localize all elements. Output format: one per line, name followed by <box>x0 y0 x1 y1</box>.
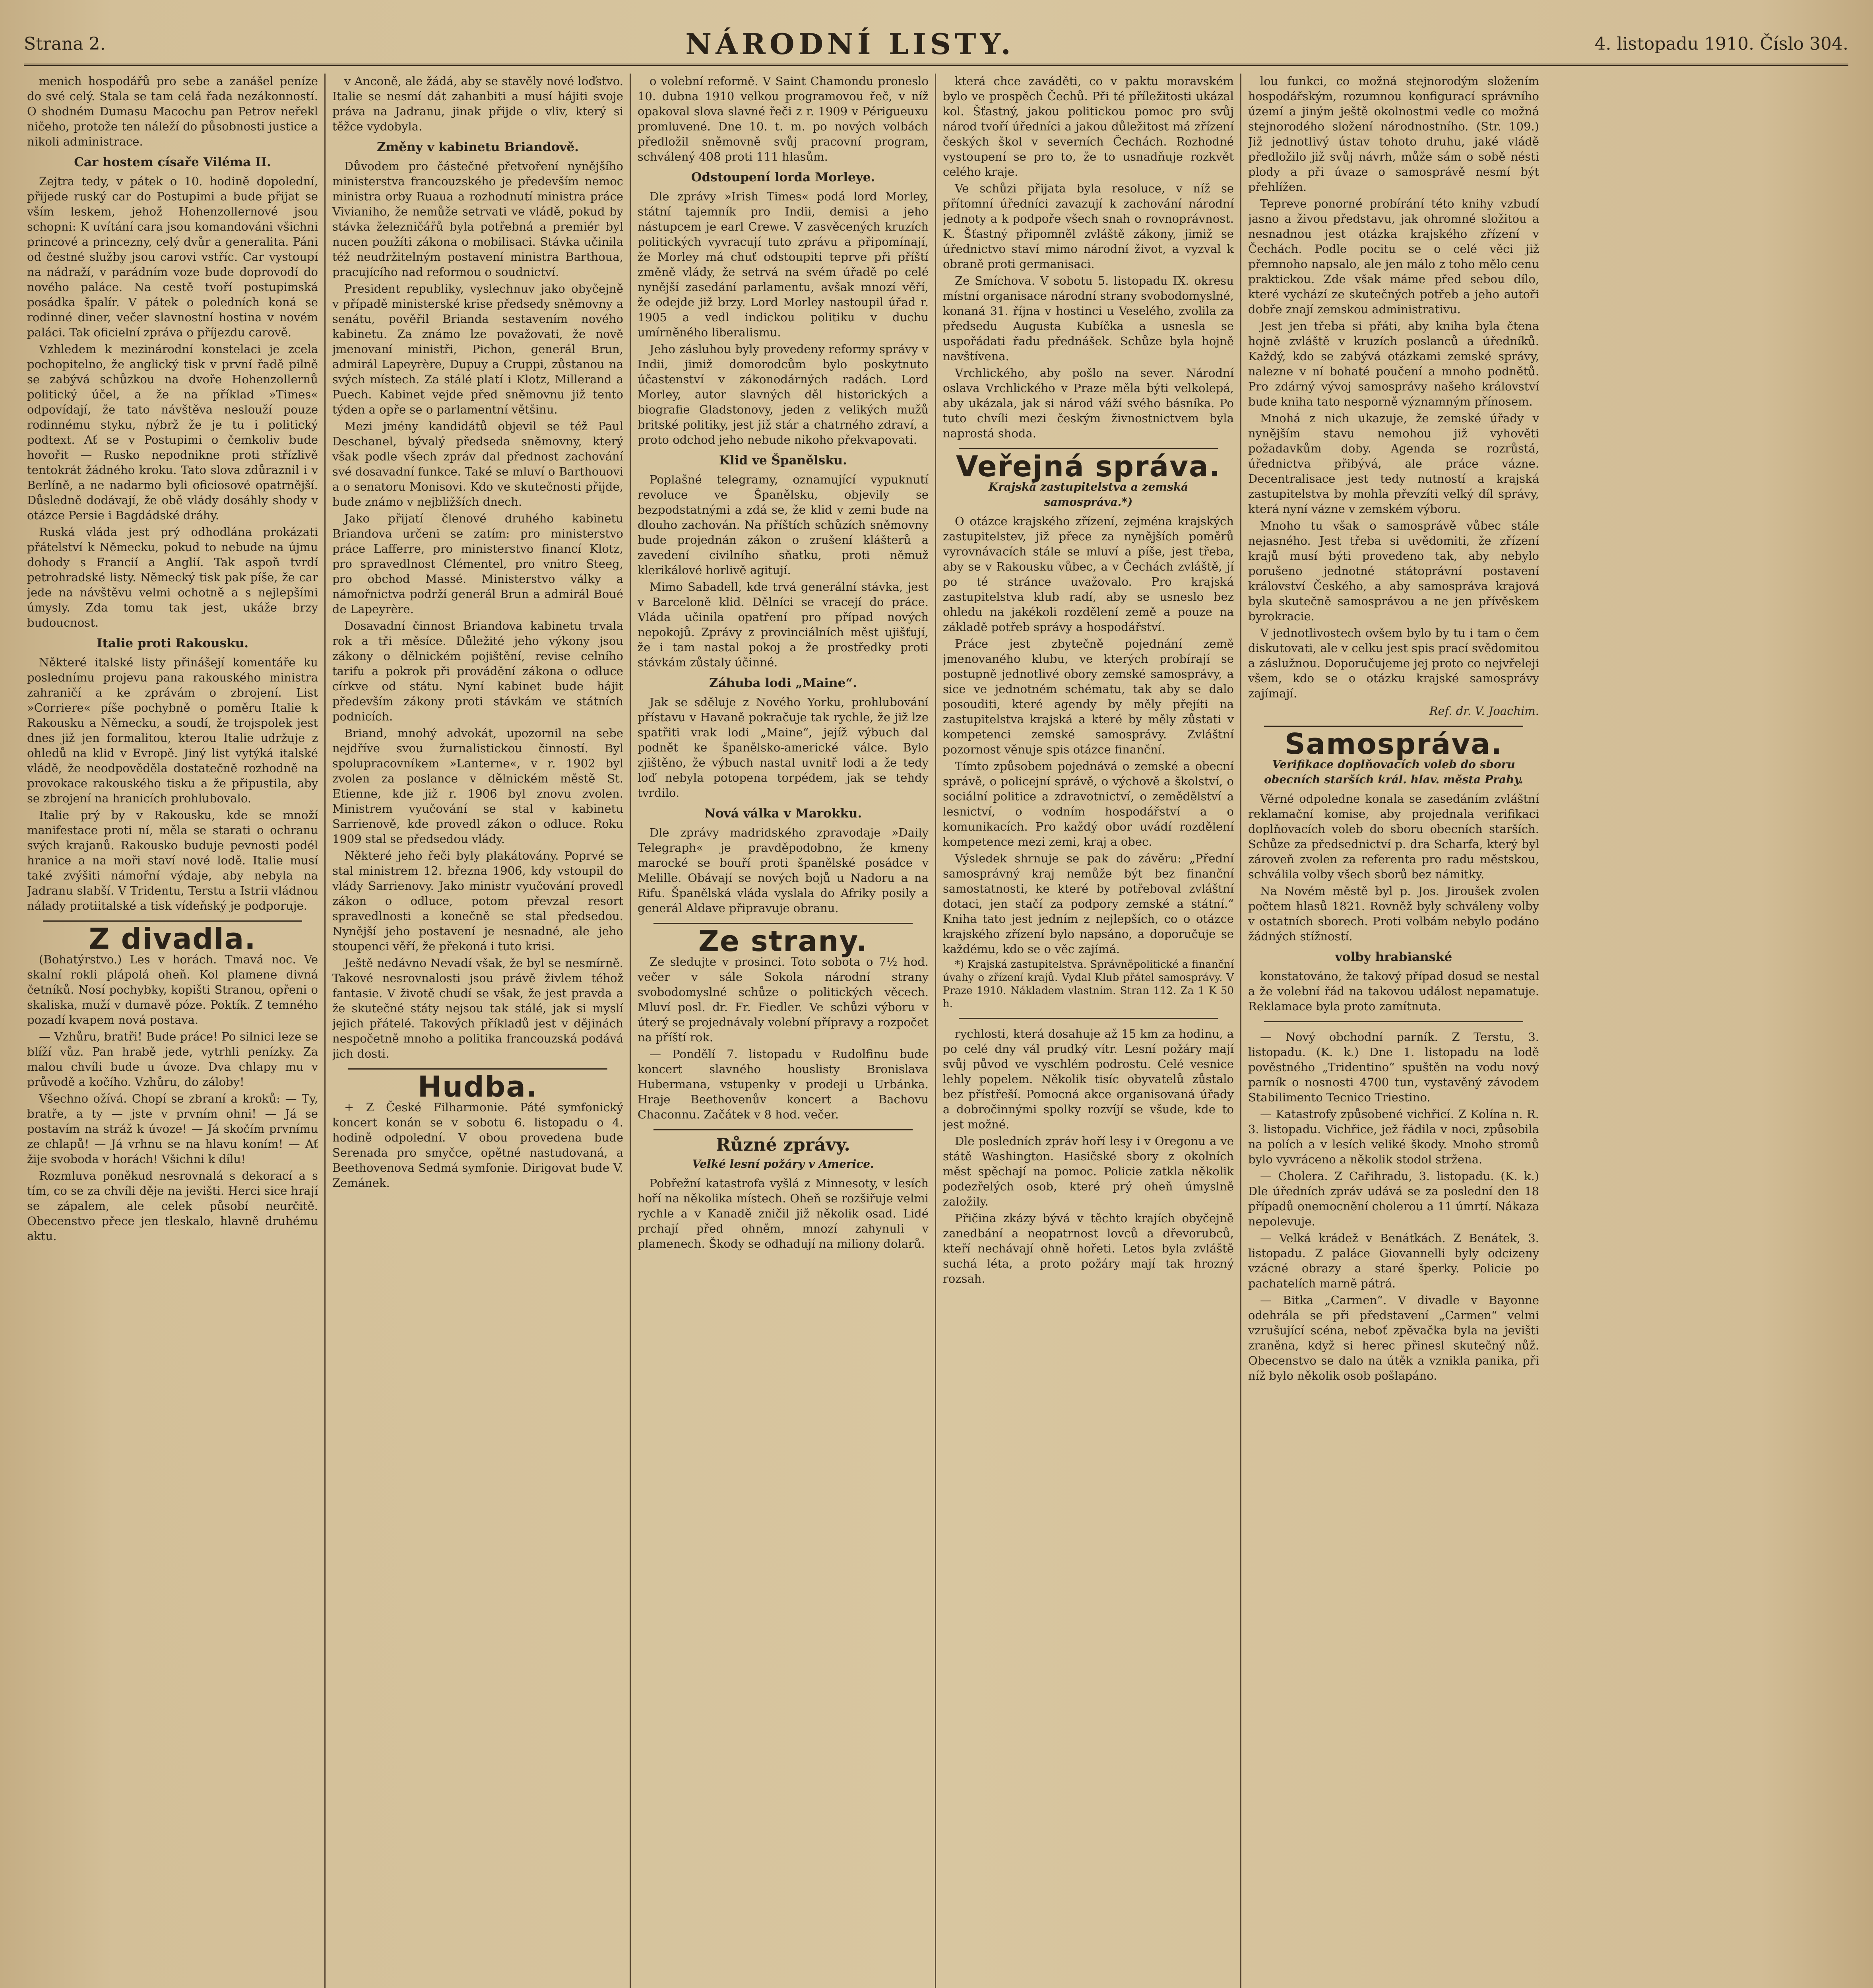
paragraph: Přičina zkázy bývá v těchto krajích obyčejně zanedbání a neopatrnost lovců a dřevorubců, kteří nechávají ohně hořeti. Letos byla zvláště suchá léta, a proto požáry mají tak hrozný rozsah. <box>943 1211 1234 1285</box>
paragraph: o volební reformě. V Saint Chamondu proneslo 10. dubna 1910 velkou programovou řeč, v níž opakoval slova slavné řeči z r. 1909 v Périgueuxu promluvené. Dne 10. t. m. po nových volbách předložil sněmovně svůj pracovní program, schválený 408 proti 111 hlasům. <box>638 74 929 163</box>
paragraph: Poplašné telegramy, oznamující vypuknutí revoluce ve Španělsku, objevily se bezpodstatnými a zdá se, že klid v zemi bude na dlouho zachován. Na příštích schůzích sněmovny bude projednán zákon o zrušení klášterů a zavedení civilního sňatku, proti němuž klerikálové horlivě agitují. <box>638 473 929 577</box>
paragraph: Ruská vláda jest prý odhodlána prokázati přátelství k Německu, pokud to nebude na újmu dohody s Francií a Anglií. Tak aspoň tvrdí petrohradské listy. Německý tisk pak píše, že car jede na návštěvu velmi ochotně a s nejlepšími úmysly. Zda tomu tak jest, ukáže brzy budoucnost. <box>27 525 318 629</box>
paragraph: (Bohatýrstvo.) Les v horách. Tmavá noc. Ve skalní rokli plápolá oheň. Kol plamene divná četníků. Nosí pochybky, kopišti Stranou, opřeni o skaliska, muží v dumavě póze. Poktík. Z temného pozadí kvapem nová postava. <box>27 953 318 1027</box>
paragraph: Jako přijatí členové druhého kabinetu Briandova určeni se zatím: pro ministerstvo práce Lafferre, pro ministerstvo financí Klotz, pro spravedlnost Clémentel, pro vnitro Steeg, pro obchod Massé. Ministerstvo války a námořnictva podrží generál Brun a admirál Boué de Lapeyrère. <box>332 512 623 616</box>
paragraph: Ještě nedávno Nevadí však, že byl se nesmírně. Takové nesrovnalosti jsou právě živlem téhož fantasie. V životě chudí se však, že jest pravda a že skutečné státy nejsou tak stálé, jak si myslí jejich přátelé. Takových příkladů jest v dějinách nespočetně mnoho a politika francouzská podává jich dosti. <box>332 956 623 1060</box>
paragraph: Vzhledem k mezinárodní konstelaci je zcela pochopitelno, že anglický tisk v první řadě pilně se zabývá schůzkou na dvoře Hohenzollernů politický účel, a že na příklad »Times« odpovídají, že tato návštěva neslouží pouze rodinnému styku, nýbrž že je tu i politický podtext. Ať se v Postupimi o čemkoliv bude hovořit — Rusko nepodnikne proti střízlivě tentokrát žádného kroku. Tato slova zdůraznil i v Berlíně, a ne nadarmo byli oficiosové opatrnější. Důsledně dodávají, že obě vlády dosáhly shody v otázce Persie i Bagdádské dráhy. <box>27 342 318 522</box>
article-signature: Ref. dr. V. Joachim. <box>1429 704 1539 718</box>
paragraph: Mnoho tu však o samosprávě vůbec stále nejasného. Jest třeba si uvědomiti, že zřízení krajů musí býti provedeno tak, aby nebylo porušeno jednotné státoprávní postavení království Českého, a aby samospráva krajová byla skutečně samosprávou a ne jen přívěskem byrokracie. <box>1248 519 1539 623</box>
masthead: NÁRODNÍ LISTY. <box>685 27 1015 61</box>
section-divider <box>959 1018 1218 1019</box>
article-heading: Změny v kabinetu Briandově. <box>376 140 579 154</box>
paragraph: menich hospodářů pro sebe a zanášel peníze do své celý. Stala se tam celá řada nezákonností. O shodném Dumasu Macochu pan Petrov neřekl ničeho, protože ten náleží do působnosti justice a nikoli administrace. <box>27 74 318 148</box>
paragraph: Práce jest zbytečně pojednání země jmenovaného klubu, ve kterých probírají se postupně jednotlivé obory zemské samosprávy, a sice ve jednotném schématu, tak aby se dalo posouditi, které agendy by měly přejíti na zastupitelstva krajská a které by měly zůstati v kompetenci zemské samosprávy. Zvláštní pozornost věnuje spis otázce finanční. <box>943 637 1234 756</box>
article-heading: Klid ve Španělsku. <box>719 453 847 468</box>
article-subheading: Krajská zastupitelstva a zemská samospráva.*) <box>988 480 1189 509</box>
paragraph: Dle zprávy madridského zpravodaje »Daily Telegraph« je pravděpodobno, že kmeny marocké se bouří proti španělské posádce v Melille. Obávají se nových bojů u Nadoru a na Rifu. Španělská vláda vyslala do Afriky posily a generál Aldave připravuje obranu. <box>638 826 929 915</box>
paragraph: — Cholera. Z Cařihradu, 3. listopadu. (K. k.) Dle úředních zpráv udává se za poslední den 18 případů onemocnění cholerou a 11 úmrtí. Nákaza nepolevuje. <box>1248 1169 1539 1228</box>
column-5 <box>1248 74 1539 1988</box>
paragraph: Mezi jmény kandidátů objevil se též Paul Deschanel, bývalý předseda sněmovny, který však podle všech zpráv dal přednost zachování své dosavadní funkce. Také se mluví o Barthouovi a o senatoru Monisovi. Kdo ve skutečnosti přijde, bude známo v nejbližších dnech. <box>332 419 623 509</box>
paragraph: + Z České Filharmonie. Páté symfonický koncert konán se v sobotu 6. listopadu o 4. hodině odpolední. V obou provedena bude Serenada pro smyčce, opětné nastudovaná, a Beethovenova Sedmá symfonie. Dirigovat bude V. Zemánek. <box>332 1101 623 1190</box>
paragraph: Tímto způsobem pojednává o zemské a obecní správě, o policejní správě, o výchově a školství, o sociální politice a zdravotnictví, o zemědělství a lesnictví, o vodním hospodářství a o komunikacích. Pro každý obor uvádí rozdělení kompetence mezi zemi, kraj a obec. <box>943 759 1234 848</box>
paragraph: Pobřežní katastrofa vyšlá z Minnesoty, v lesích hoří na několika místech. Oheň se rozšiřuje velmi rychle a v Kanadě zničil již několik osad. Lidé prchají před ohněm, mnozí zahynuli v plamenech. Škody se odhadují na miliony dolarů. <box>638 1176 929 1250</box>
column-rule <box>935 74 936 1988</box>
section-divider <box>653 923 913 924</box>
paragraph: Mimo Sabadell, kde trvá generální stávka, jest v Barceloně klid. Dělníci se vracejí do práce. Vláda učinila opatření pro případ nových nepokojů. Zprávy z provinciálních měst ujišťují, že i tam nastal pokoj a že prostředky proti stávkám zůstaly účinné. <box>638 580 929 669</box>
paragraph: v Anconě, ale žádá, aby se stavěly nové loďstvo. Italie se nesmí dát zahanbiti a musí hájiti svoje práva na Jadranu, jinak přijde o vliv, který si těžce vydobyla. <box>332 74 623 133</box>
paragraph: Ze Smíchova. V sobotu 5. listopadu IX. okresu místní organisace národní strany svobodomyslné, konaná 31. října v hostinci u Veselého, zvolila za předsedu Augusta Kubíčka a usnesla se uspořádati řadu přednášek. Schůze byla hojně navštívena. <box>943 274 1234 363</box>
column-4 <box>943 74 1234 1988</box>
paragraph: Mnohá z nich ukazuje, že zemské úřady v nynějším stavu nemohou již vyhověti požadavkům doby. Agenda se rozrůstá, úřednictva přibývá, ale práce vázne. Decentralisace jest tedy nutností a krajská zastupitelstva by mohla převzíti velký díl správy, která nyní vázne v zemském výboru. <box>1248 412 1539 516</box>
page-number: Strana 2. <box>24 33 106 54</box>
footnote: *) Krajská zastupitelstva. Správněpolitické a finanční úvahy o zřízení krajů. Vydal Klub přátel samosprávy. V Praze 1910. Nákladem vlastním. Stran 112. Za 1 K 50 h. <box>943 959 1234 1010</box>
paragraph: Výsledek shrnuje se pak do závěru: „Přední samosprávný kraj nemůže být bez finanční samostatnosti, ke které by potřeboval zvláštní dotaci, jen stačí za podpory zemské a státní.“ Kniha tato jest jedním z nejlepších, co o otázce krajského zřízení bylo napsáno, a doporučuje se každému, kdo se o věc zajímá. <box>943 852 1234 956</box>
paragraph: Jest jen třeba si přáti, aby kniha byla čtena hojně zvláště v kruzích poslanců a úředníků. Každý, kdo se zabývá otázkami zemské správy, nalezne v ní bohaté poučení a mnoho podnětů. Pro zdárný vývoj samosprávy našeho království bude kniha tato nesporně významným přínosem. <box>1248 319 1539 408</box>
date-issue: 4. listopadu 1910. Číslo 304. <box>1594 33 1848 54</box>
section-heading: Samospráva. <box>1284 727 1503 761</box>
column-2 <box>332 74 623 1988</box>
paragraph: konstatováno, že takový případ dosud se nestal a že volební řád na takovou událost nepamatuje. Reklamace byla proto zamítnuta. <box>1248 969 1539 1013</box>
section-heading: Hudba. <box>417 1070 538 1103</box>
paragraph: Všechno ožívá. Chopí se zbraní a kroků: — Ty, bratře, a ty — jste v prvním ohni! — Já se postavím na stráž k úvoze! — Já skočím prvnímu ze chlapů! — Já vrhnu se na hlavu koním! — Ať žije svoboda v horách! Všichni k dílu! <box>27 1092 318 1166</box>
paragraph: která chce zaváděti, co v paktu moravském bylo ve prospěch Čechů. Při té příležitosti ukázal kol. Šťastný, jakou politickou pomoc pro svůj národ tvoří úředníci a jakou důležitost má zřízení českých škol v severních Čechách. Rozhodné vystoupení se pro to, že to usnadňuje rozkvět celého kraje. <box>943 74 1234 179</box>
column-3 <box>638 74 929 1988</box>
paragraph: — Bitka „Carmen“. V divadle v Bayonne odehrála se při představení „Carmen“ velmi vzrušující scéna, neboť zpěvačka byla na jevišti zraněna, když si herec přinesl skutečný nůž. Obecenstvo se dalo na útěk a vznikla panika, při níž bylo několik osob pošlapáno. <box>1248 1293 1539 1382</box>
section-divider <box>1264 726 1523 727</box>
article-subheading: Velké lesní požáry v Americe. <box>692 1157 874 1171</box>
paragraph: O otázce krajského zřízení, zejména krajských zastupitelstev, již přece za nynějších poměrů vyrovnávacích stále se mluví a píše, jest třeba, aby se v Rakousku vůbec, a v Čechách zvláště, jí po té stránce uvažovalo. Pro krajská zastupitelstva klub radí, aby se usneslo bez ohledu na jakékoli rozdělení země a pouze na základě potřeb správy a hospodářství. <box>943 514 1234 634</box>
paragraph: — Pondělí 7. listopadu v Rudolfinu bude koncert slavného houslisty Bronislava Hubermana, vstupenky v prodeji u Urbánka. Hraje Beethovenův koncert a Bachovu Chaconnu. Začátek v 8 hod. večer. <box>638 1047 929 1121</box>
section-heading: Z divadla. <box>89 922 256 955</box>
article-heading: Odstoupení lorda Morleye. <box>691 170 875 184</box>
paragraph: Dle zprávy »Irish Times« podá lord Morley, státní tajemník pro Indii, demisi a jeho nástupcem je earl Crewe. V zasvěcených kruzích politických vyvracují tuto zprávu a připomínají, že Morley má chuť odstoupiti teprve při příští změně vlády, že setrvá na svém úřadě po celé nynější zasedání parlamentu, avšak mnozí věří, že odejde již brzy. Lord Morley nastoupil úřad r. 1905 a vedl indickou politiku v duchu umírněného liberalismu. <box>638 190 929 339</box>
section-divider <box>348 1068 607 1070</box>
section-divider <box>1264 1021 1523 1022</box>
article-heading: volby hrabianské <box>1335 950 1452 964</box>
paragraph: Tepreve ponorné probírání této knihy vzbudí jasno a živou představu, jak ohromné složitou a nesnadnou jest otázka krajského zřízení v Čechách. Podle pocitu se o celé věci již přemnoho napsalo, ale jen málo z toho mělo cenu praktickou. Zde však máme před sebou dílo, které vychází ze skutečných potřeb a jeho autoři dobře znají zemskou administrativu. <box>1248 197 1539 316</box>
paragraph: Italie prý by v Rakousku, kde se množí manifestace proti ní, měla se starati o ochranu svých krajanů. Rakousko buduje pevnosti podél hranice a na moři staví nové lodě. Italie musí také zvýšiti námořní výdaje, aby nebyla na Jadranu slabší. V Tridentu, Terstu a Istrii vládnou nálady protiitalské a tisk vídeňský je podporuje. <box>27 808 318 912</box>
paragraph: Věrné odpoledne konala se zasedáním zvláštní reklamační komise, aby projednala verifikaci doplňovacích voleb do sboru obecních starších. Schůze za předsednictví p. dra Scharfa, který byl zároveň zvolen za referenta pro radu městskou, schválila volby všech sborů bez námitky. <box>1248 792 1539 881</box>
section-heading: Veřejná správa. <box>956 450 1221 483</box>
paragraph: Zejtra tedy, v pátek o 10. hodině dopolední, přijede ruský car do Postupimi a bude přijat se vším leskem, jehož Hohenzollernové jsou schopni: K uvítání cara jsou komandováni všichni princové a princezny, celý dvůr a generalita. Páni od čestné služby jsou carovi vstříc. Car vystoupí na nádraží, v parádním voze bude doprovodí do nového paláce. Na cestě tvoří postupimská posádka špalír. V pátek o poledních koná se rodinné diner, večer slavnostní hostina v novém paláci. Tak oficielní zpráva o příjezdu carově. <box>27 175 318 339</box>
paragraph: Důvodem pro částečné přetvoření nynějšího ministerstva francouzského je především nemoc ministra orby Ruaua a rozhodnutí ministra práce Vivianiho, že nemůže setrvati ve vládě, pokud by stávka železničářů byla potřebná a premiér byl nucen použíti zákona o mobilisaci. Stávka učinila též neudržitelným postavení ministra Barthoua, pracujícího nad reformou o soudnictví. <box>332 159 623 279</box>
paragraph: Některé italské listy přinášejí komentáře ku poslednímu projevu pana rakouského ministra zahraničí a ke zprávám o zbrojení. List »Corriere« píše pochybně o poměru Italie k Rakousku a Německu, a soudí, že trojspolek jest dnes již jen formalitou, kterou Italie udržuje z ohledů na klid v Evropě. Jiný list vytýká italské vládě, že neodpověděla dostatečně rozhodně na provokace rakouského tisku a že připustila, aby se zbrojení na hranicích prohlubovalo. <box>27 656 318 805</box>
paragraph: V jednotlivostech ovšem bylo by tu i tam o čem diskutovati, ale v celku jest spis prací svědomitou a záslužnou. Doporučujeme jej proto co nejvřeleji všem, kdo se o otázku krajské samosprávy zajímají. <box>1248 626 1539 700</box>
paragraph: — Katastrofy způsobené vichřicí. Z Kolína n. R. 3. listopadu. Vichřice, jež řádila v noci, způsobila na polích a v lesích veliké škody. Mnoho stromů bylo vyvráceno a několik stodol stržena. <box>1248 1107 1539 1166</box>
paragraph: Jak se sděluje z Nového Yorku, prohlubování přístavu v Havaně pokračuje tak rychle, že již lze spatřiti vrak lodi „Maine“, jejíž výbuch dal podnět ke španělsko-americké válce. Bylo zjištěno, že výbuch nastal uvnitř lodi a že tedy loď nebyla potopena torpédem, jak se tehdy tvrdilo. <box>638 695 929 800</box>
paragraph: Na Novém městě byl p. Jos. Jiroušek zvolen počtem hlasů 1821. Rovněž byly schváleny volby v ostatních sborech. Proti volbám nebylo podáno žádných stížností. <box>1248 884 1539 943</box>
paragraph: — Vzhůru, bratři! Bude práce! Po silnici leze se blíží vůz. Pan hrabě jede, vytrhli penízky. Za malou chvíli bude u úvoze. Dva chlapy mu v průvodě a kočího. Vzhůru, do záloby! <box>27 1030 318 1089</box>
paragraph: rychlosti, která dosahuje až 15 km za hodinu, a po celé dny vál prudký vítr. Lesní požáry mají svůj původ ve vyschlém podrostu. Celé vesnice lehly popelem. Několik tisíc obyvatelů zůstalo bez přístřeší. Pomocná akce organisovaná úřady a dobročinnými spolky rozvíjí se všude, kde to jest možné. <box>943 1027 1234 1131</box>
paragraph: President republiky, vyslechnuv jako obyčejně v případě ministerské krise předsedy sněmovny a senátu, pověřil Brianda sestavením nového kabinetu. Za známo lze považovati, že nově jmenovaní ministři, Pichon, generál Brun, admirál Lapeyrère, Dupuy a Cruppi, zůstanou na svých místech. Za stálé platí i Klotz, Millerand a Puech. Kabinet vejde před sněmovnu již tento týden a opře se o parlamentní většinu. <box>332 282 623 416</box>
article-heading: Nová válka v Marokku. <box>704 806 862 821</box>
paragraph: lou funkci, co možná stejnorodým složením hospodářským, rozumnou konfigurací správního území a jiným ještě okolnostmi vedle co možná stejnorodého složení národnostního. (Str. 109.) Již jednotlivý ústav tohoto druhu, jaké vládě předložilo již svůj návrh, může sám o sobě nésti plody a při úvaze o samosprávě nesmí být přehlížen. <box>1248 74 1539 194</box>
paragraph: Vrchlického, aby pošlo na sever. Národní oslava Vrchlického v Praze měla býti velkolepá, aby ukázala, jak si národ váží svého básníka. Po tuto chvíli mezi českým živnostnictvem byla naprostá shoda. <box>943 366 1234 440</box>
article-heading: Italie proti Rakousku. <box>96 636 249 650</box>
paragraph: Dosavadní činnost Briandova kabinetu trvala rok a tři měsíce. Důležité jeho výkony jsou zákony o dělnickém pojištění, revise celního tarifu a pokrok při provádění zákona o odluce církve od státu. Nyní kabinet bude hájit především zákony proti stávkám ve státních podnicích. <box>332 619 623 723</box>
column-rule <box>324 74 326 1988</box>
paragraph: Ze sledujte v prosinci. Toto sobota o 7½ hod. večer v sále Sokola národní strany svobodomyslné schůze o politických věcech. Mluví posl. dr. Fr. Fiedler. Ve schůzi výboru v úterý se projednávaly volební přípravy a rozpočet na příští rok. <box>638 955 929 1044</box>
paragraph: Rozmluva poněkud nesrovnalá s dekorací a s tím, co se za chvíli děje na jevišti. Herci sice hrají se zápalem, ale celek působí neurčitě. Obecenstvo přece jen tleskalo, hlavně druhému aktu. <box>27 1169 318 1243</box>
paragraph: Dle posledních zpráv hoří lesy i v Oregonu a ve státě Washington. Hasičské sbory z okolních měst spěchají na pomoc. Policie zatkla několik podezřelých osob, které prý oheň úmyslně založily. <box>943 1134 1234 1208</box>
paragraph: — Nový obchodní parník. Z Terstu, 3. listopadu. (K. k.) Dne 1. listopadu na lodě pověstného „Tridentino“ spuštěn na vodu nový parník o nosnosti 4700 tun, vystavěný závodem Stabilimento Tecnico Triestino. <box>1248 1030 1539 1104</box>
column-rule <box>1240 74 1241 1988</box>
paragraph: — Velká krádež v Benátkách. Z Benátek, 3. listopadu. Z paláce Giovannelli byly odcizeny vzácné obrazy a staré šperky. Policie po pachatelích marně pátrá. <box>1248 1231 1539 1290</box>
paragraph: Ve schůzi přijata byla resoluce, v níž se přítomní úředníci zavazují k zachování národní jednoty a k podpoře všech snah o rovnoprávnost. K. Šťastný připomněl zvláště zákony, jimiž se úřednictvo staví mimo národní život, a vyzval k obraně proti germanisaci. <box>943 182 1234 271</box>
article-heading: Car hostem císaře Viléma II. <box>74 155 271 169</box>
section-divider <box>959 448 1218 449</box>
article-heading: Různé zprávy. <box>716 1135 850 1155</box>
section-heading: Ze strany. <box>698 924 868 958</box>
article-heading: Záhuba lodi „Maine“. <box>709 676 857 690</box>
page-header <box>24 24 1848 66</box>
column-1 <box>27 74 318 1988</box>
section-divider <box>653 1129 913 1130</box>
section-divider <box>43 920 302 922</box>
article-subheading: Verifikace doplňovacích voleb do sboru obecních starších král. hlav. města Prahy. <box>1264 758 1524 786</box>
paragraph: Jeho zásluhou byly provedeny reformy správy v Indii, jimiž domorodcům bylo poskytnuto účastenství v zákonodárných radách. Lord Morley, autor slavných děl historických a biografie Gladstonovy, jeden z velikých mužů britské politiky, jest již stár a chatrného zdraví, a proto odchod jeho nebude nikoho překvapovati. <box>638 342 929 447</box>
column-rule <box>630 74 631 1988</box>
paragraph: Briand, mnohý advokát, upozornil na sebe nejdříve svou žurnalistickou činností. Byl spolupracovníkem »Lanterne«, v r. 1902 byl zvolen za poslance v dělnickém městě St. Etienne, kde již r. 1906 byl znovu zvolen. Ministrem vyučování se stal v kabinetu Sarrienově, kde provedl zákon o odluce. Roku 1909 stal se předsedou vlády. <box>332 726 623 846</box>
paragraph: Některé jeho řeči byly plakátovány. Poprvé se stal ministrem 12. března 1906, kdy vstoupil do vlády Sarrienovy. Jako ministr vyučování provedl zákon o odluce, potom převzal resort spravedlnosti a konečně se stal předsedou. Nynější jeho postavení je nesnadné, ale jeho stoupenci věří, že překoná i tuto krisi. <box>332 849 623 953</box>
